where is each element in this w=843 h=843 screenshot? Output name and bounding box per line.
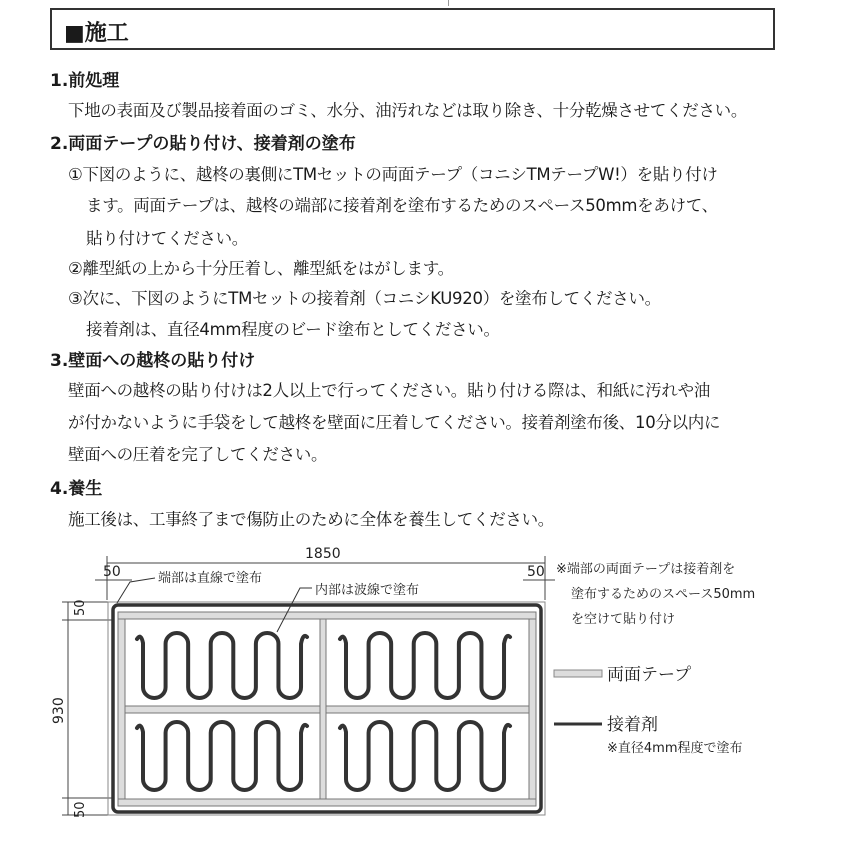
tape-note-line: を空けて貼り付け	[571, 612, 676, 627]
double-sided-tape	[118, 612, 536, 806]
text-line: 壁面への越柊の貼り付けは2人以上で行ってください。貼り付ける際は、和紙に汚れや油	[68, 381, 710, 400]
tape-legend-swatch	[554, 670, 602, 677]
adhesive-legend-note: ※直径4mm程度で塗布	[607, 741, 743, 756]
wave-adhesive-bead	[340, 722, 510, 790]
adhesive-legend-label: 接着剤	[607, 715, 658, 735]
text-line: 壁面への圧着を完了してください。	[68, 445, 328, 464]
wave-adhesive-bead	[137, 722, 307, 790]
text-line: 接着剤は、直径4mm程度のビード塗布としてください。	[86, 320, 500, 339]
text-line: が付かないように手袋をして越柊を壁面に圧着してください。接着剤塗布後、10分以内に	[68, 413, 721, 432]
wave-adhesive-bead	[137, 633, 307, 698]
text-line: 下地の表面及び製品接着面のゴミ、水分、油汚れなどは取り除き、十分乾燥させてください。	[68, 101, 748, 120]
tape-legend-label: 両面テープ	[607, 665, 692, 685]
text-line: ①下図のように、越柊の裏側にTMセットの両面テープ（コニシTMテープW!）を貼り付け	[68, 165, 718, 184]
inner-label-leader	[277, 588, 312, 632]
wave-adhesive-bead	[340, 633, 510, 698]
text-line: 貼り付けてください。	[86, 229, 249, 248]
heading-pretreatment: 1.前処理	[50, 71, 120, 91]
margin-dimension-top: 50	[73, 599, 88, 616]
text-line: ②離型紙の上から十分圧着し、離型紙をはがします。	[68, 259, 454, 278]
heading-curing: 4.養生	[50, 479, 103, 499]
tape-note-line: ※端部の両面テープは接着剤を	[556, 562, 736, 577]
text-line: ます。両面テープは、越柊の端部に接着剤を塗布するためのスペース50mmをあけて、	[86, 196, 718, 215]
margin-dimension-bottom: 50	[73, 801, 88, 818]
edge-label: 端部は直線で塗布	[158, 571, 263, 586]
tape-note-line: 塗布するためのスペース50mm	[571, 587, 756, 602]
heading-tape-adhesive: 2.両面テープの貼り付け、接着剤の塗布	[50, 134, 356, 154]
heading-wall-attach: 3.壁面への越柊の貼り付け	[50, 351, 256, 371]
margin-dimension-right: 50	[527, 564, 545, 580]
margin-dimension-left: 50	[103, 564, 121, 580]
height-dimension: 930	[51, 697, 67, 724]
page-title: ■施工	[64, 21, 129, 46]
text-line: 施工後は、工事終了まで傷防止のために全体を養生してください。	[68, 510, 555, 529]
inner-label: 内部は波線で塗布	[315, 583, 420, 598]
width-dimension: 1850	[305, 546, 341, 562]
edge-label-leader	[117, 578, 155, 603]
text-line: ③次に、下図のようにTMセットの接着剤（コニシKU920）を塗布してください。	[68, 289, 661, 308]
